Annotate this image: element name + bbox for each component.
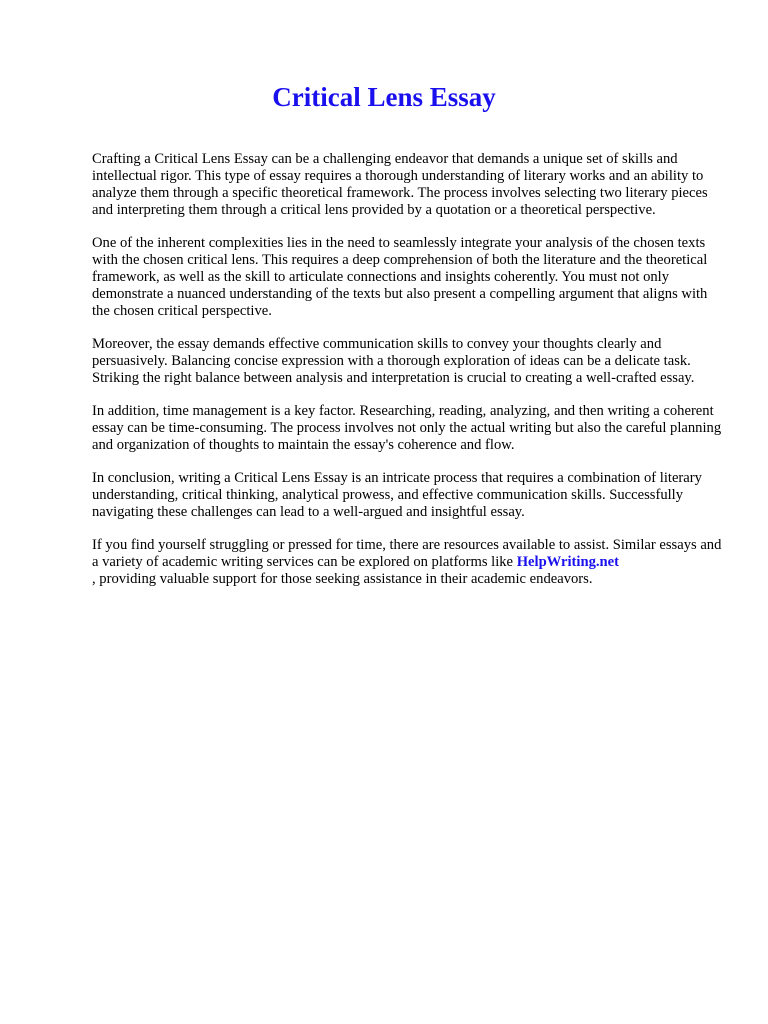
resources-text-after-link: , providing valuable support for those seeking assistance in their academic endeavors. [92, 571, 593, 587]
paragraph-intro: Crafting a Critical Lens Essay can be a challenging endeavor that demands a unique set of skills and intellectual rigor. This type of essay requires a thorough understanding of literary works and an ability to analyze them through a specific theoretical framework. The process involves selecting two literary pieces and interpreting them through a critical lens provided by a quotation or a theoretical perspective. [92, 151, 708, 218]
resources-text-before-link: If you find yourself struggling or pressed for time, there are resources available to assist. Similar essays and a variety of academic writing services can be explored on platforms like [92, 537, 722, 570]
helpwriting-link[interactable]: HelpWriting.net [516, 554, 619, 570]
paragraph-complexities: One of the inherent complexities lies in the need to seamlessly integrate your analysis of the chosen texts with the chosen critical lens. This requires a deep comprehension of both the literature and the theoretical framework, as well as the skill to articulate connections and insights coherently. You must not only demonstrate a nuanced understanding of the texts but also present a compelling argument that aligns with the chosen critical perspective. [92, 235, 708, 319]
page-title: Critical Lens Essay [272, 82, 496, 112]
paragraph-communication: Moreover, the essay demands effective communication skills to convey your thoughts clearly and persuasively. Balancing concise expression with a thorough exploration of ideas can be a delicate task. Striking the right balance between analysis and interpretation is crucial to creating a well-crafted essay. [92, 336, 695, 386]
paragraph-conclusion: In conclusion, writing a Critical Lens Essay is an intricate process that requires a combination of literary understanding, critical thinking, analytical prowess, and effective communication skills. Successfully navigating these challenges can lead to a well-argued and insightful essay. [92, 470, 702, 520]
paragraph-resources [92, 537, 722, 588]
paragraph-time-management: In addition, time management is a key factor. Researching, reading, analyzing, and then writing a coherent essay can be time-consuming. The process involves not only the actual writing but also the careful planning and organization of thoughts to maintain the essay's coherence and flow. [92, 403, 722, 453]
